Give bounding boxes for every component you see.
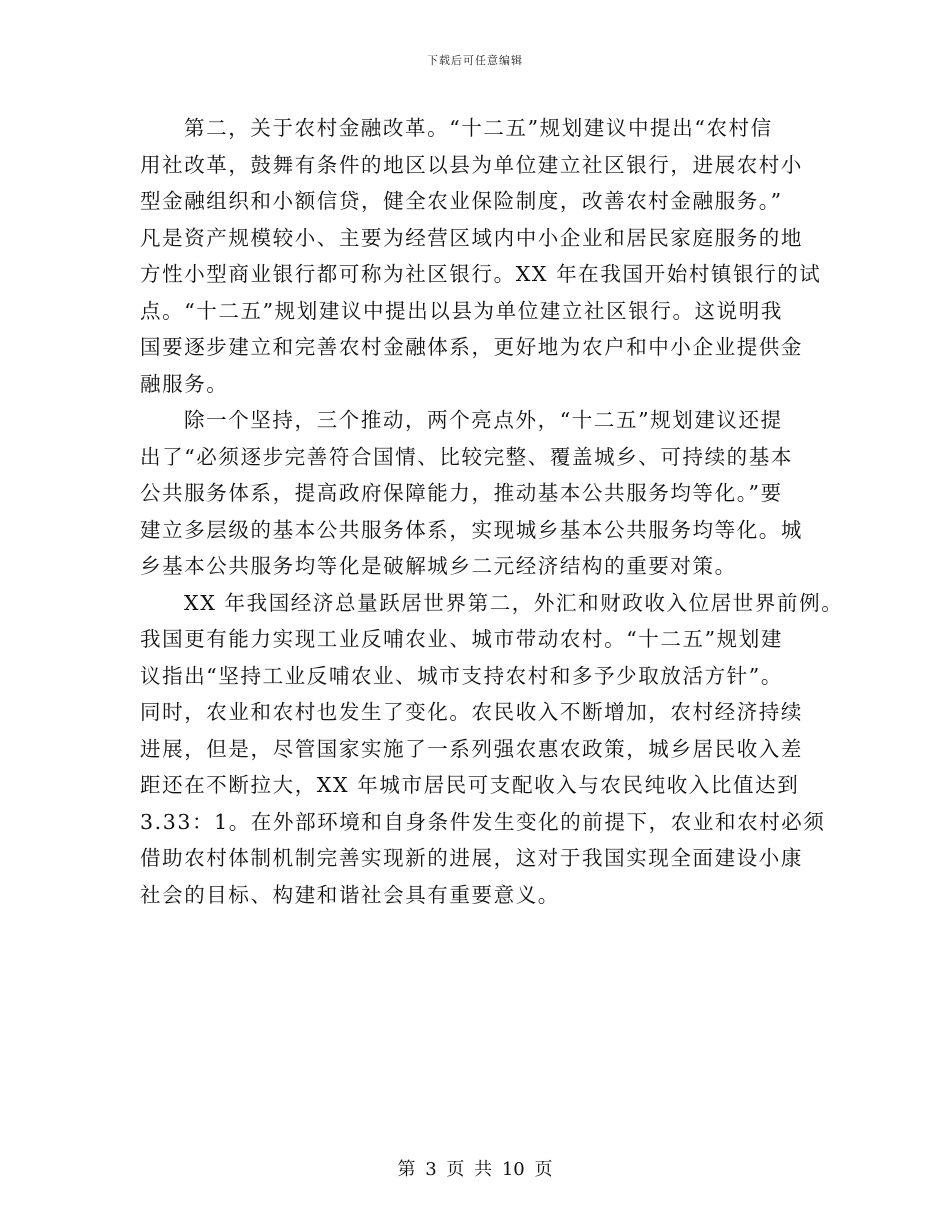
text-line: 凡是资产规模较小、主要为经营区域内中小企业和居民家庭服务的地 bbox=[140, 225, 803, 250]
text-line: 进展，但是，尽管国家实施了一系列强农惠农政策，城乡居民收入差 bbox=[140, 736, 803, 761]
text-line: 建立多层级的基本公共服务体系，实现城乡基本公共服务均等化。城 bbox=[140, 517, 803, 542]
text-line: 融服务。 bbox=[140, 371, 229, 396]
document-body bbox=[140, 110, 844, 913]
text-line: 同时，农业和农村也发生了变化。农民收入不断增加，农村经济持续 bbox=[140, 700, 803, 724]
text-line: 议指出“坚持工业反哺农业、城市支持农村和多予少取放活方针”。 bbox=[140, 663, 783, 688]
text-line: 出了“必须逐步完善符合国情、比较完整、覆盖城乡、可持续的基本 bbox=[140, 444, 793, 469]
text-line: 第二，关于农村金融改革。“十二五”规划建议中提出“农村信 bbox=[184, 116, 773, 140]
paragraph-economy bbox=[140, 585, 844, 914]
text-line: 借助农村体制机制完善实现新的进展，这对于我国实现全面建设小康 bbox=[140, 846, 803, 870]
text-line: 公共服务体系，提高政府保障能力，推动基本公共服务均等化。”要 bbox=[140, 481, 783, 505]
text-line: 国要逐步建立和完善农村金融体系，更好地为农户和中小企业提供金 bbox=[140, 335, 803, 359]
text-line: 点。“十二五”规划建议中提出以县为单位建立社区银行。这说明我 bbox=[140, 298, 783, 323]
text-line: 3.33：1。在外部环境和自身条件发生变化的前提下，农业和农村必须 bbox=[140, 809, 826, 834]
page-number: 第 3 页 共 10 页 bbox=[397, 1159, 553, 1180]
paragraph-rural-finance bbox=[140, 110, 822, 402]
text-line: 除一个坚持，三个推动，两个亮点外，“十二五”规划建议还提 bbox=[184, 408, 783, 432]
text-line: 方性小型商业银行都可称为社区银行。XX 年在我国开始村镇银行的试 bbox=[140, 262, 822, 286]
text-line: 乡基本公共服务均等化是破解城乡二元经济结构的重要对策。 bbox=[140, 554, 737, 578]
text-line: 我国更有能力实现工业反哺农业、城市带动农村。“十二五”规划建 bbox=[140, 627, 783, 651]
text-line: 社会的目标、构建和谐社会具有重要意义。 bbox=[140, 882, 560, 907]
page-header: 下载后可任意编辑 bbox=[427, 54, 523, 67]
text-line: 型金融组织和小额信贷，健全农业保险制度，改善农村金融服务。” bbox=[140, 189, 783, 213]
text-line: 距还在不断拉大，XX 年城市居民可支配收入与农民纯收入比值达到 bbox=[140, 773, 800, 797]
text-line: 用社改革，鼓舞有条件的地区以县为单位建立社区银行，进展农村小 bbox=[140, 152, 803, 177]
paragraph-public-services bbox=[140, 402, 812, 585]
text-line: XX 年我国经济总量跃居世界第二，外汇和财政收入位居世界前例。 bbox=[184, 590, 844, 615]
